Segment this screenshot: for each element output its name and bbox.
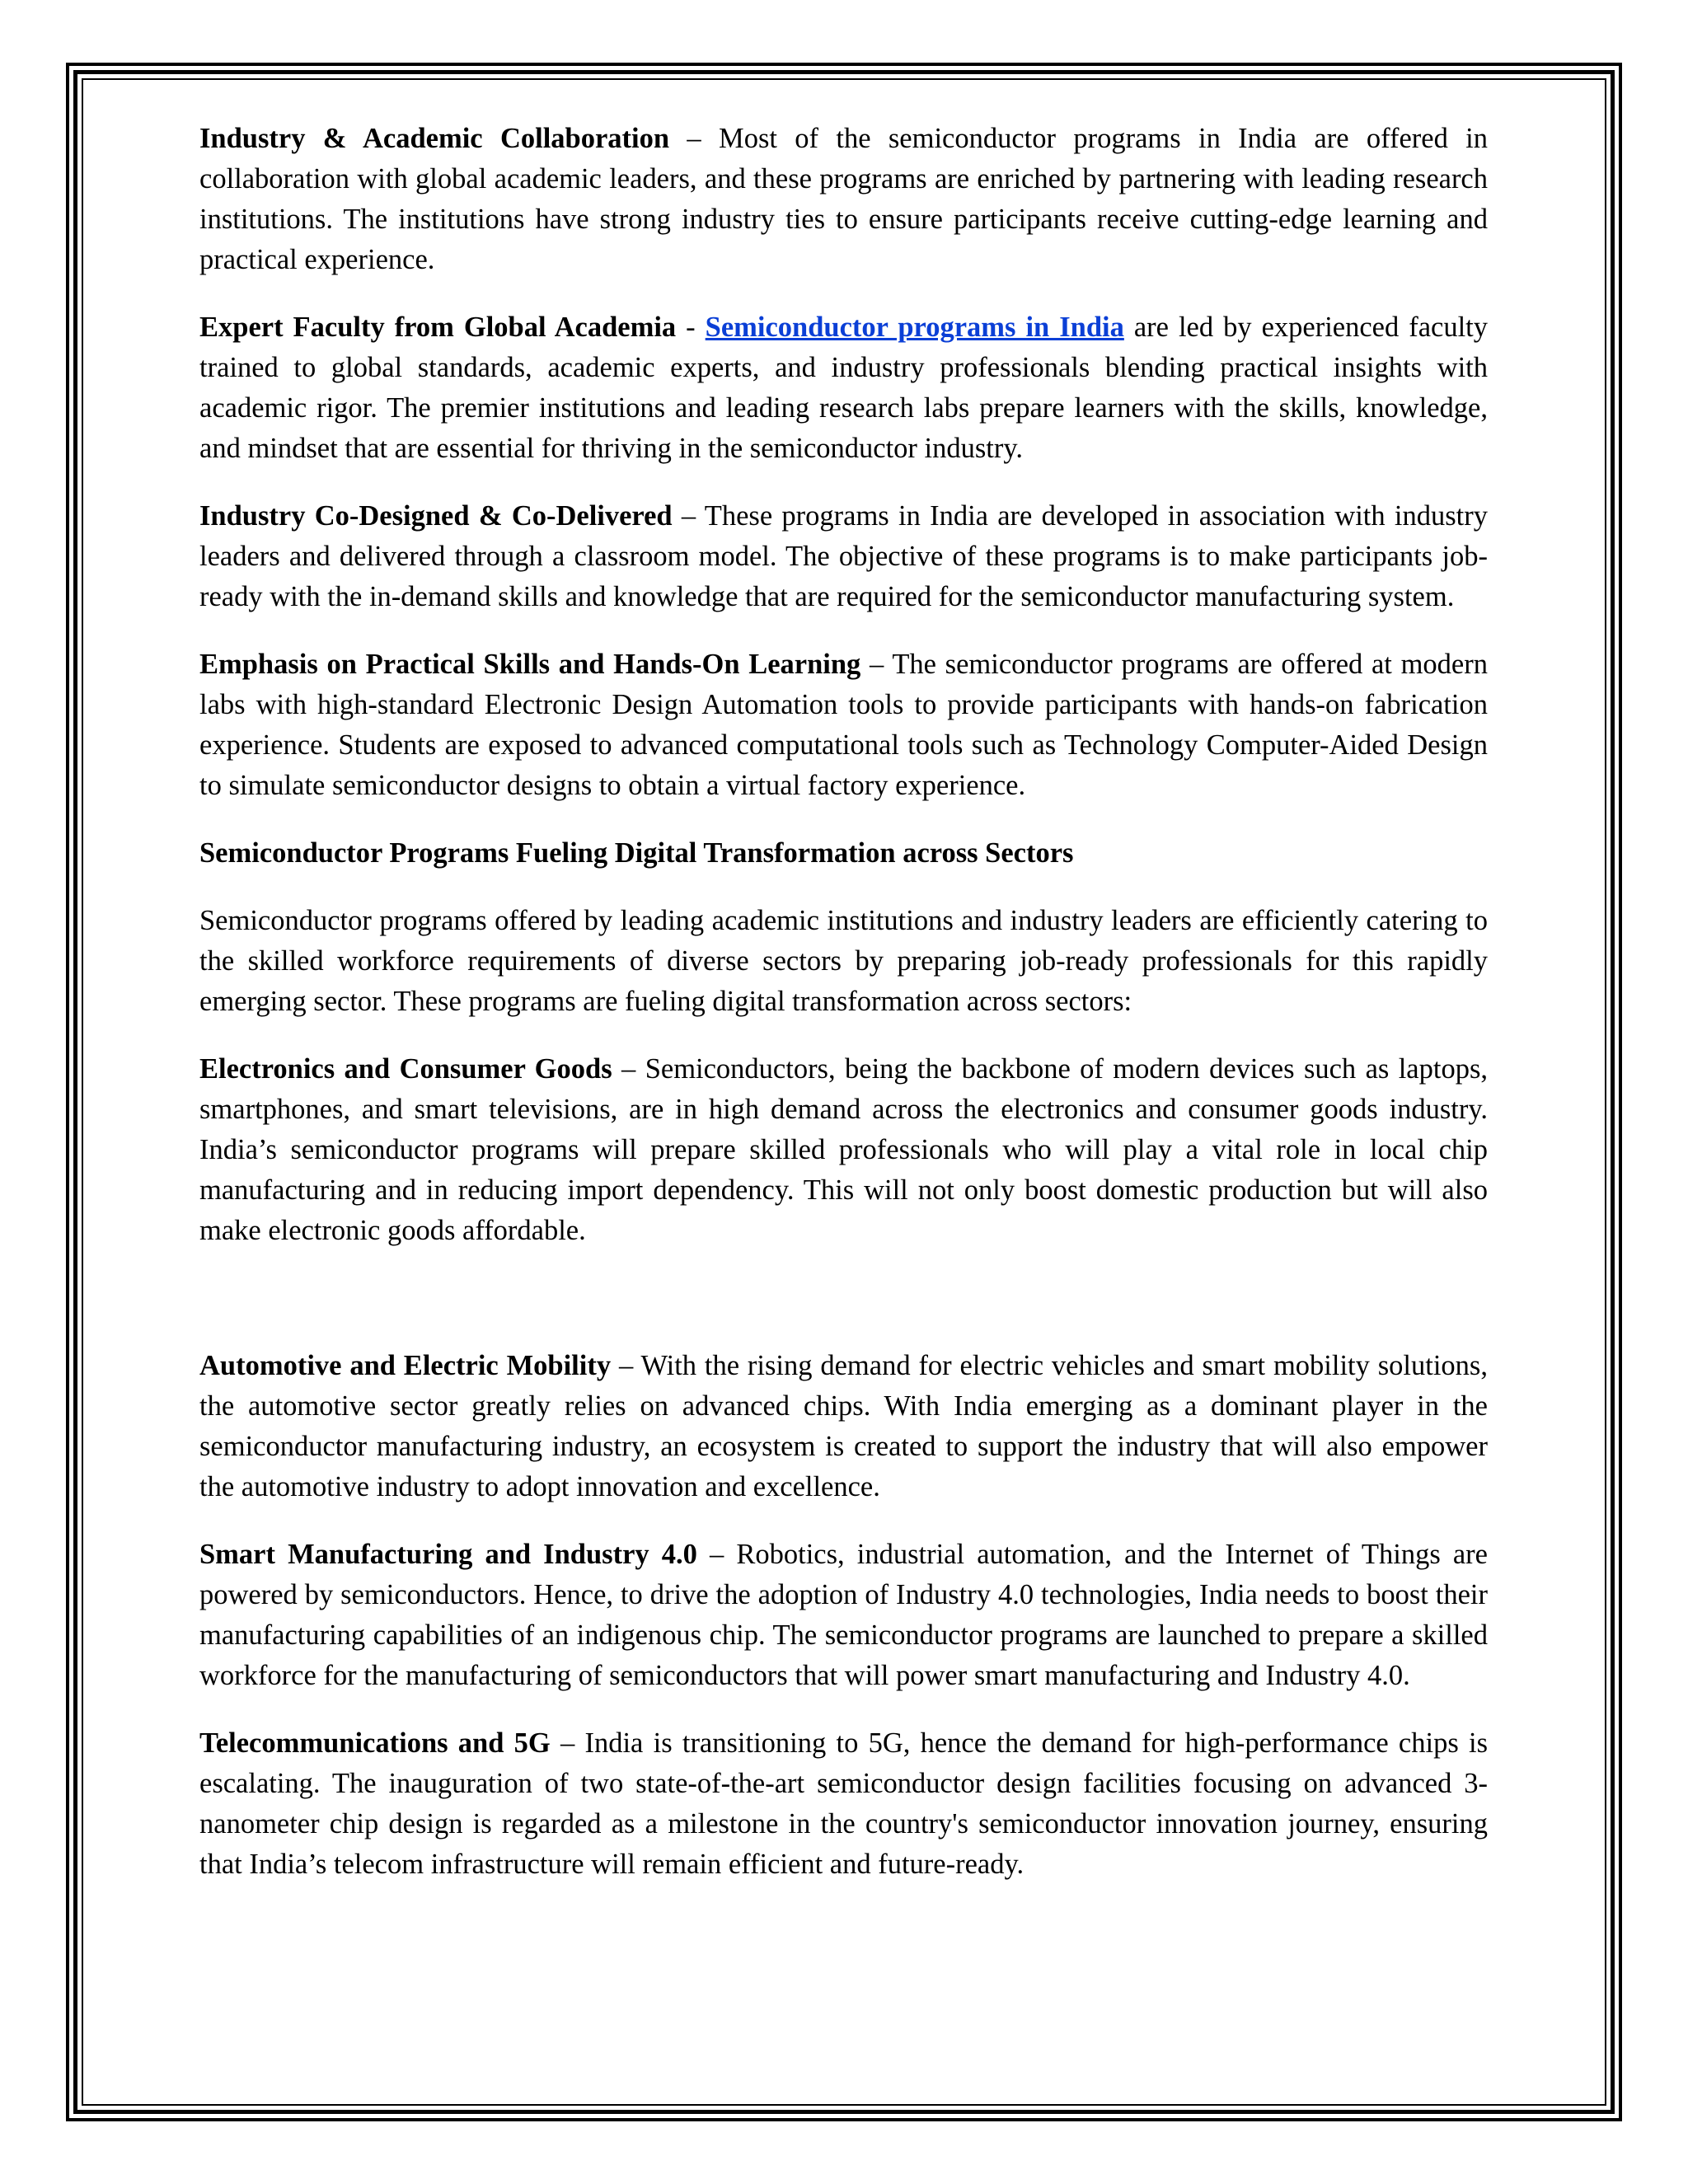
paragraph-text: The semiconductor programs are offered at modern labs with high-standard Electronic Design Automation tools to provide participants with hands-on fabrication experience. Students are exposed to advanced computational tools such as Technology Computer-Aided Design to simulate semiconductor designs to obtain a virtual factory experience. — [199, 649, 1488, 801]
separator: – — [672, 500, 705, 532]
paragraph-title: Telecommunications and 5G — [199, 1727, 551, 1759]
paragraph-text: India is transitioning to 5G, hence the demand for high-performance chips is escalating. The inauguration of two state-of-the-art semiconductor design facilities focusing on advanced 3-nanometer chip design is regarded as a milestone in the country's semiconductor innovation journey, ensuring that India’s telecom infrastructure will remain efficient and future-ready. — [199, 1727, 1489, 1880]
paragraph-text: Most of the semiconductor programs in India are offered in collaboration with global academic leaders, and these programs are enriched by partnering with leading research institutions. The institutions have strong industry ties to ensure participants receive cutting-edge learning and practical experience. — [199, 123, 1489, 275]
blank-space — [199, 1278, 1488, 1346]
paragraph-intro: Semiconductor programs offered by leading academic institutions and industry leaders are efficiently catering to the skilled workforce requirements of diverse sectors by preparing job-ready professionals for this rapidly emerging sector. These programs are fueling digital transformation across sectors: — [199, 905, 1488, 1017]
document-body — [199, 119, 1488, 1912]
paragraph-electronics-consumer-goods — [199, 1049, 1488, 1251]
paragraph-telecommunications-5g — [199, 1723, 1488, 1885]
paragraph-text: These programs in India are developed in association with industry leaders and delivered through a classroom model. The objective of these programs is to make participants job-ready with the in-demand skills and knowledge that are required for the semiconductor manufacturing system. — [199, 500, 1488, 612]
separator: – — [696, 1539, 737, 1570]
paragraph-industry-co-designed — [199, 496, 1488, 617]
paragraph-title: Industry Co-Designed & Co-Delivered — [199, 500, 673, 532]
paragraph-text: are led by experienced faculty trained to global standards, academic experts, and industry professionals blending practical insights with academic rigor. The premier institutions and leading research labs prepare learners with the skills, knowledge, and mindset that are essential for thriving in the semiconductor industry. — [199, 312, 1489, 464]
section-heading: Semiconductor Programs Fueling Digital Transformation across Sectors — [199, 837, 1074, 869]
paragraph-automotive-mobility — [199, 1346, 1488, 1507]
semiconductor-programs-link[interactable]: Semiconductor programs in India — [705, 312, 1124, 343]
paragraph-title: Expert Faculty from Global Academia — [199, 312, 677, 343]
separator: - — [676, 312, 706, 343]
paragraph-text: Semiconductors, being the backbone of modern devices such as laptops, smartphones, and smart televisions, are in high demand across the electronics and consumer goods industry. India’s semiconductor programs will prepare skilled professionals who will play a vital role in local chip manufacturing and in reducing import dependency. This will not only boost domestic production but will also make electronic goods affordable. — [199, 1053, 1488, 1246]
separator: – — [611, 1350, 641, 1381]
paragraph-title: Emphasis on Practical Skills and Hands-On Learning — [199, 649, 861, 680]
paragraph-text: With the rising demand for electric vehicles and smart mobility solutions, the automotive sector greatly relies on advanced chips. With India emerging as a dominant player in the semiconductor manufacturing industry, an ecosystem is created to support the industry that will also empower the automotive industry to adopt innovation and excellence. — [199, 1350, 1488, 1502]
paragraph-title: Electronics and Consumer Goods — [199, 1053, 612, 1085]
paragraph-title: Industry & Academic Collaboration — [199, 123, 670, 154]
paragraph-industry-academic-collaboration — [199, 119, 1488, 280]
paragraph-title: Smart Manufacturing and Industry 4.0 — [199, 1539, 697, 1570]
separator: – — [550, 1727, 585, 1759]
paragraph-practical-skills — [199, 644, 1488, 806]
paragraph-expert-faculty — [199, 307, 1488, 469]
separator: – — [669, 123, 720, 154]
paragraph-title: Automotive and Electric Mobility — [199, 1350, 612, 1381]
paragraph-smart-manufacturing — [199, 1535, 1488, 1696]
separator: – — [860, 649, 893, 680]
paragraph-text: Robotics, industrial automation, and the Internet of Things are powered by semiconductors. Hence, to drive the adoption of Industry 4.0 technologies, India needs to boost their manufacturing capabilities of an indigenous chip. The semiconductor programs are launched to prepare a skilled workforce for the manufacturing of semiconductors that will power smart manufacturing and Industry 4.0. — [199, 1539, 1488, 1691]
separator: – — [612, 1053, 645, 1085]
